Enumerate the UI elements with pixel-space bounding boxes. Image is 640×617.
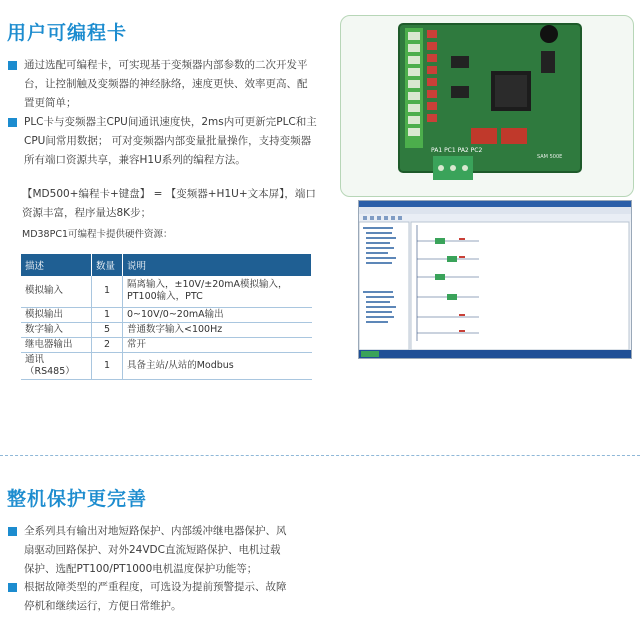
bullet-text-line: 所有端口资源共享，兼容H1U系列的编程方法。 — [24, 154, 246, 166]
bullet-text-line: 根据故障类型的严重程度，可选设为提前预警提示、故障 — [24, 581, 287, 593]
table-caption: MD38PC1可编程卡提供硬件资源： — [22, 229, 173, 240]
table-cell-note: 普通数字输入<100Hz — [123, 322, 312, 337]
bullet-text-line: 通过选配可编程卡，可实现基于变频器内部参数的二次开发平 — [24, 59, 308, 71]
section-divider — [0, 455, 640, 456]
software-window-illustration — [359, 201, 631, 358]
table-header-quantity: 数量 — [92, 254, 123, 276]
bullet-text-line: 置更简单； — [24, 97, 77, 109]
project-tree-panel — [359, 222, 409, 350]
bullet-item — [8, 522, 287, 579]
table-cell-note-line: PT100输入，PTC — [127, 291, 203, 303]
table-cell-qty: 5 — [92, 322, 123, 337]
programmable-card-photo — [340, 15, 634, 197]
bullet-item — [8, 578, 287, 616]
chip-label: SAM 500E — [537, 154, 563, 160]
pcb-base — [399, 24, 581, 172]
bullet-text-line: 台，让控制触及变频器的神经脉络，速度更快、效率更高、配 — [24, 78, 308, 90]
table-cell-desc: 模拟输入 — [21, 276, 92, 307]
bullet-square-icon — [8, 61, 17, 70]
menu-bar — [359, 207, 631, 214]
table-header-description: 描述 — [21, 254, 92, 276]
bullet-text-line: 全系列具有输出对地短路保护、内部缓冲继电器保护、风 — [24, 525, 287, 537]
table-cell-note: 常开 — [123, 337, 312, 352]
section-title-protection: 整机保护更完善 — [7, 488, 148, 510]
table-cell-qty: 2 — [92, 337, 123, 352]
table-row — [21, 352, 312, 379]
terminal-label: PA1 PC1 PA2 PC2 — [431, 147, 483, 154]
bullet-text-line: 扇驱动回路保护、对外24VDC直流短路保护、电机过载 — [24, 544, 281, 556]
start-button — [361, 351, 379, 357]
table-cell-qty: 1 — [92, 352, 123, 379]
combo-text-line: 资源丰富，程序量达8K步； — [22, 207, 152, 219]
combo-text — [22, 185, 316, 223]
bullet-square-icon — [8, 118, 17, 127]
table-cell-desc: 继电器输出 — [21, 337, 92, 352]
table-header-row — [21, 254, 312, 276]
bullet-text-line: 保护、选配PT100/PT1000电机温度保护功能等； — [24, 563, 258, 575]
table-row — [21, 307, 312, 322]
table-cell-note: 具备主站/从站的Modbus — [123, 352, 312, 379]
table-cell-desc: 模拟输出 — [21, 307, 92, 322]
table-row — [21, 322, 312, 337]
table-cell-qty: 1 — [92, 276, 123, 307]
section-title-programmable-card: 用户可编程卡 — [7, 22, 128, 44]
table-cell-desc: 通讯（RS485） — [21, 352, 92, 379]
table-cell-note: 0~10V/0~20mA输出 — [123, 307, 312, 322]
bullet-square-icon — [8, 583, 17, 592]
taskbar — [359, 350, 631, 358]
bullet-text-line: CPU间常用数据； 可对变频器内部变量批量操作，支持变频器 — [24, 135, 312, 147]
relay — [501, 128, 527, 144]
table-header-notes: 说明 — [123, 254, 312, 276]
pcb-board-illustration — [341, 16, 633, 196]
programming-software-screenshot — [358, 200, 632, 359]
table-row — [21, 276, 312, 307]
round-connector — [540, 25, 558, 43]
table-cell-note-line: 隔离输入，±10V/±20mA模拟输入， — [127, 279, 288, 291]
table-row — [21, 337, 312, 352]
table-cell-qty: 1 — [92, 307, 123, 322]
bullet-item — [8, 56, 308, 113]
hardware-resource-table — [21, 254, 312, 380]
bullet-square-icon — [8, 527, 17, 536]
window-titlebar — [359, 201, 631, 207]
bullet-item — [8, 113, 317, 170]
bullet-text-line: 停机和继续运行，方便日常维护。 — [24, 600, 182, 612]
table-cell-desc: 数字输入 — [21, 322, 92, 337]
bullet-text-line: PLC卡与变频器主CPU间通讯速度快，2ms内可更新完PLC和主 — [24, 116, 317, 128]
table-cell-note — [123, 276, 312, 307]
combo-text-line: 【MD500+编程卡+键盘】 = 【变频器+H1U+文本屏】，端口 — [22, 188, 316, 200]
relay — [471, 128, 497, 144]
